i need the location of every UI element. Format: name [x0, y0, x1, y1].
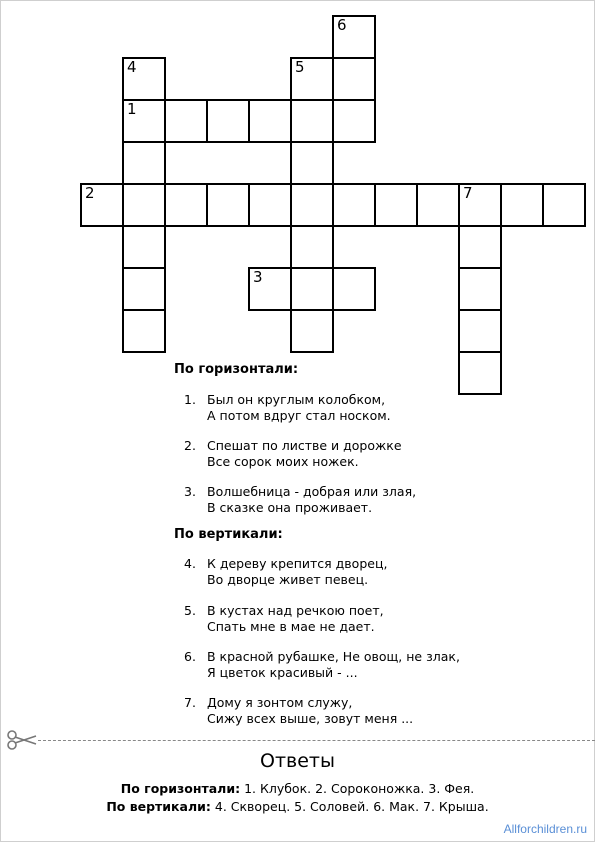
- cell-number: 5: [295, 58, 305, 76]
- across-heading: По горизонтали:: [174, 362, 299, 377]
- crossword-grid: [0, 0, 595, 400]
- clue-line: А потом вдруг стал носком.: [207, 408, 391, 423]
- clue-line: Спешат по листве и дорожке: [207, 438, 402, 453]
- crossword-cell: [458, 183, 502, 227]
- crossword-cell: [542, 183, 586, 227]
- clue-number: 4.: [184, 556, 196, 571]
- crossword-cell: [164, 183, 208, 227]
- crossword-cell: [122, 57, 166, 101]
- crossword-cell: [248, 99, 292, 143]
- answers-across-label: По горизонтали:: [120, 781, 241, 796]
- clue-text: [207, 438, 402, 470]
- crossword-cell: [290, 57, 334, 101]
- crossword-cell: [332, 15, 376, 59]
- down-heading: По вертикали:: [174, 527, 283, 542]
- clue-number: 6.: [184, 649, 196, 664]
- cell-number: 3: [253, 268, 263, 286]
- clue-text: [207, 484, 416, 516]
- clue-line: В красной рубашке, Не овощ, не злак,: [207, 649, 460, 664]
- cell-number: 6: [337, 16, 347, 34]
- clue-line: В сказке она проживает.: [207, 500, 373, 515]
- scissors-icon: [6, 729, 38, 751]
- answers-across-text: 1. Клубок. 2. Сороконожка. 3. Фея.: [244, 781, 475, 796]
- clue-line: Во дворце живет певец.: [207, 572, 369, 587]
- crossword-cell: [248, 267, 292, 311]
- clue-text: [207, 695, 413, 727]
- clue-number: 7.: [184, 695, 196, 710]
- crossword-cell: [122, 99, 166, 143]
- crossword-cell: [122, 267, 166, 311]
- crossword-cell: [122, 183, 166, 227]
- crossword-cell: [332, 99, 376, 143]
- cell-number: 1: [127, 100, 137, 118]
- answers-across: [0, 781, 595, 796]
- clue-line: Все сорок моих ножек.: [207, 454, 359, 469]
- crossword-cell: [500, 183, 544, 227]
- clue-text: [207, 556, 387, 588]
- crossword-cell: [332, 183, 376, 227]
- crossword-cell: [206, 183, 250, 227]
- crossword-cell: [206, 99, 250, 143]
- answers-down-text: 4. Скворец. 5. Соловей. 6. Мак. 7. Крыша.: [214, 799, 489, 814]
- cell-number: 7: [463, 184, 473, 202]
- cell-number: 4: [127, 58, 137, 76]
- clue-number: 1.: [184, 392, 196, 407]
- crossword-cell: [416, 183, 460, 227]
- clue-line: К дереву крепится дворец,: [207, 556, 388, 571]
- crossword-cell: [80, 183, 124, 227]
- crossword-cell: [290, 225, 334, 269]
- crossword-cell: [248, 183, 292, 227]
- clue-number: 3.: [184, 484, 196, 499]
- answers-down-label: По вертикали:: [106, 799, 211, 814]
- clue-number: 5.: [184, 603, 196, 618]
- clue-line: Я цветок красивый - ...: [207, 665, 358, 680]
- clue-number: 2.: [184, 438, 196, 453]
- answers-down: [0, 799, 595, 814]
- clue-line: Дому я зонтом служу,: [207, 695, 353, 710]
- crossword-cell: [458, 309, 502, 353]
- clue-text: [207, 392, 391, 424]
- clue-line: Волшебница - добрая или злая,: [207, 484, 417, 499]
- answers-title: Ответы: [260, 750, 335, 772]
- cell-number: 2: [85, 184, 95, 202]
- clue-line: Спать мне в мае не дает.: [207, 619, 375, 634]
- crossword-cell: [332, 57, 376, 101]
- crossword-cell: [458, 351, 502, 395]
- clue-text: [207, 649, 460, 681]
- crossword-cell: [374, 183, 418, 227]
- clue-line: Сижу всех выше, зовут меня ...: [207, 711, 414, 726]
- crossword-cell: [290, 141, 334, 185]
- crossword-cell: [290, 309, 334, 353]
- cut-line: [38, 740, 595, 741]
- crossword-cell: [122, 225, 166, 269]
- crossword-cell: [458, 225, 502, 269]
- site-watermark: Allforchildren.ru: [503, 822, 587, 836]
- clue-line: Был он круглым колобком,: [207, 392, 386, 407]
- crossword-cell: [290, 99, 334, 143]
- crossword-cell: [122, 309, 166, 353]
- clue-line: В кустах над речкою поет,: [207, 603, 384, 618]
- crossword-cell: [290, 183, 334, 227]
- crossword-cell: [332, 267, 376, 311]
- crossword-cell: [458, 267, 502, 311]
- crossword-cell: [122, 141, 166, 185]
- crossword-cell: [290, 267, 334, 311]
- crossword-cell: [164, 99, 208, 143]
- clue-text: [207, 603, 384, 635]
